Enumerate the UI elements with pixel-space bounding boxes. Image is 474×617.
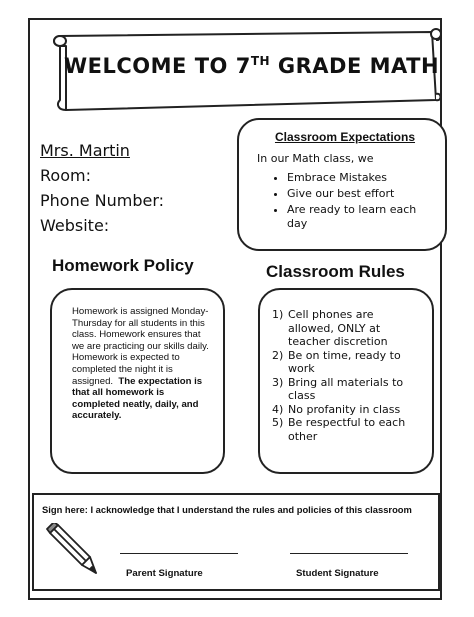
phone-label: Phone Number:	[40, 191, 165, 210]
student-signature-label: Student Signature	[296, 568, 379, 579]
rules-box	[258, 288, 434, 474]
expectations-intro: In our Math class, we	[257, 152, 374, 165]
homework-text	[72, 306, 209, 422]
rules-heading: Classroom Rules	[266, 262, 405, 281]
list-item: 5) Be respectful to each other	[272, 416, 406, 443]
list-item: • Are ready to learn each day	[287, 203, 433, 231]
pencil-icon	[44, 523, 100, 577]
list-item: 1) Cell phones are allowed, ONLY at teacher discretion	[272, 308, 388, 348]
list-item: 3) Bring all materials to class	[272, 375, 404, 402]
teacher-info	[40, 138, 164, 238]
expectations-box	[237, 118, 447, 251]
list-item: • Give our best effort	[287, 187, 433, 201]
acknowledgement-text: Sign here: I acknowledge that I understand the rules and policies of this classroom	[42, 504, 412, 515]
homework-box	[50, 288, 225, 474]
website-label: Website:	[40, 216, 110, 235]
room-label: Room:	[40, 166, 91, 185]
homework-heading: Homework Policy	[52, 256, 194, 275]
rules-list	[272, 308, 422, 443]
teacher-name: Mrs. Martin	[40, 141, 130, 160]
signature-box	[32, 493, 440, 591]
list-item: • Embrace Mistakes	[287, 171, 433, 185]
student-signature-line[interactable]	[290, 553, 408, 554]
list-item: 4) No profanity in class	[272, 402, 401, 416]
homework-body: Homework is assigned Monday-Thursday for all students in this class. Homework ensures that we are practicing our skills daily. Homework is expected to completed the night it is assigned.	[72, 306, 209, 387]
banner-title: WELCOME TO 7TH GRADE MATH	[64, 54, 440, 78]
list-item: 2) Be on time, ready to work	[272, 348, 401, 375]
expectations-title: Classroom Expectations	[274, 130, 416, 144]
homework-expectation: The expectation is that all homework is completed neatly, daily, and accurately.	[72, 375, 203, 422]
parent-signature-line[interactable]	[120, 553, 238, 554]
parent-signature-label: Parent Signature	[126, 568, 203, 579]
expectations-list	[257, 171, 433, 231]
